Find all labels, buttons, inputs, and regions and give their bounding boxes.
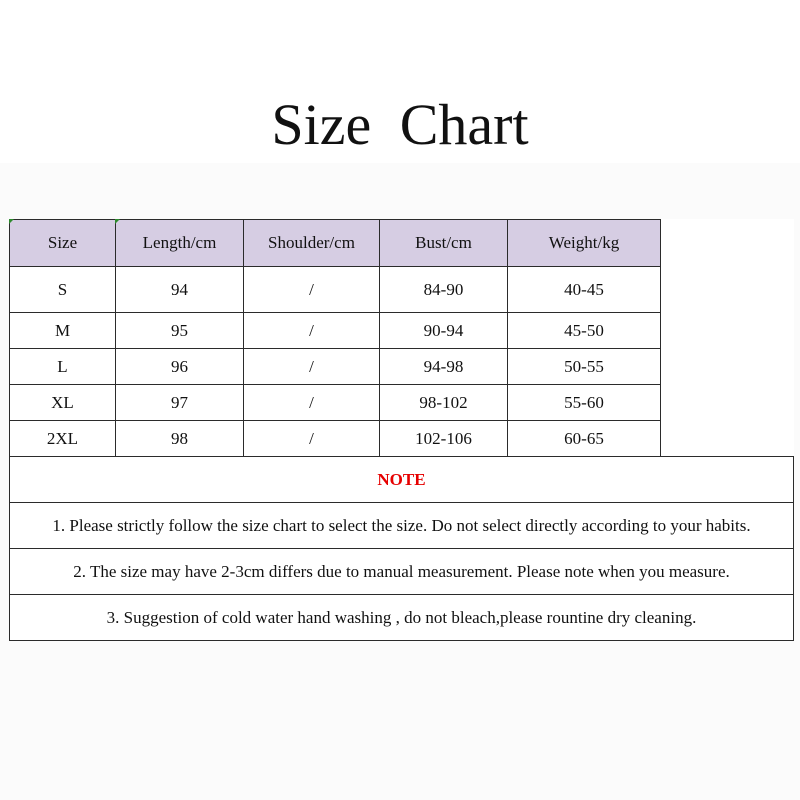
cell-bust: 94-98 xyxy=(380,349,508,385)
note-line-2: 2. The size may have 2-3cm differs due to manual measurement. Please note when you measure. xyxy=(10,549,794,595)
header-weight: Weight/kg xyxy=(508,220,661,267)
cell-weight: 60-65 xyxy=(508,421,661,457)
cell-size: S xyxy=(10,267,116,313)
table-header-row xyxy=(10,220,794,267)
cell-weight: 45-50 xyxy=(508,313,661,349)
note-line-3: 3. Suggestion of cold water hand washing , do not bleach,please rountine dry cleaning. xyxy=(10,595,794,641)
cell-size: XL xyxy=(10,385,116,421)
cell-shoulder: / xyxy=(244,313,380,349)
note-line-row xyxy=(10,595,794,641)
cell-length: 97 xyxy=(116,385,244,421)
cell-bust: 102-106 xyxy=(380,421,508,457)
cell-length: 94 xyxy=(116,267,244,313)
cell-shoulder: / xyxy=(244,349,380,385)
header-shoulder: Shoulder/cm xyxy=(244,220,380,267)
cell-size: L xyxy=(10,349,116,385)
cell-size: M xyxy=(10,313,116,349)
cell-weight: 50-55 xyxy=(508,349,661,385)
cell-bust: 98-102 xyxy=(380,385,508,421)
cell-length: 98 xyxy=(116,421,244,457)
note-line-row xyxy=(10,503,794,549)
cell-length: 95 xyxy=(116,313,244,349)
cell-shoulder: / xyxy=(244,421,380,457)
page-title: Size Chart xyxy=(271,92,529,157)
cell-size: 2XL xyxy=(10,421,116,457)
cell-comment-marker xyxy=(9,219,14,224)
note-title-row xyxy=(10,457,794,503)
cell-shoulder: / xyxy=(244,385,380,421)
cell-bust: 90-94 xyxy=(380,313,508,349)
note-line-1: 1. Please strictly follow the size chart to select the size. Do not select directly according to your habits. xyxy=(10,503,794,549)
header-bust: Bust/cm xyxy=(380,220,508,267)
empty-column xyxy=(661,220,794,457)
cell-length: 96 xyxy=(116,349,244,385)
note-line-row xyxy=(10,549,794,595)
cell-bust: 84-90 xyxy=(380,267,508,313)
header-length: Length/cm xyxy=(116,220,244,267)
cell-shoulder: / xyxy=(244,267,380,313)
cell-comment-marker xyxy=(115,219,120,224)
size-chart-table xyxy=(9,219,794,641)
header-size: Size xyxy=(10,220,116,267)
cell-weight: 40-45 xyxy=(508,267,661,313)
note-title: NOTE xyxy=(10,457,794,503)
cell-weight: 55-60 xyxy=(508,385,661,421)
